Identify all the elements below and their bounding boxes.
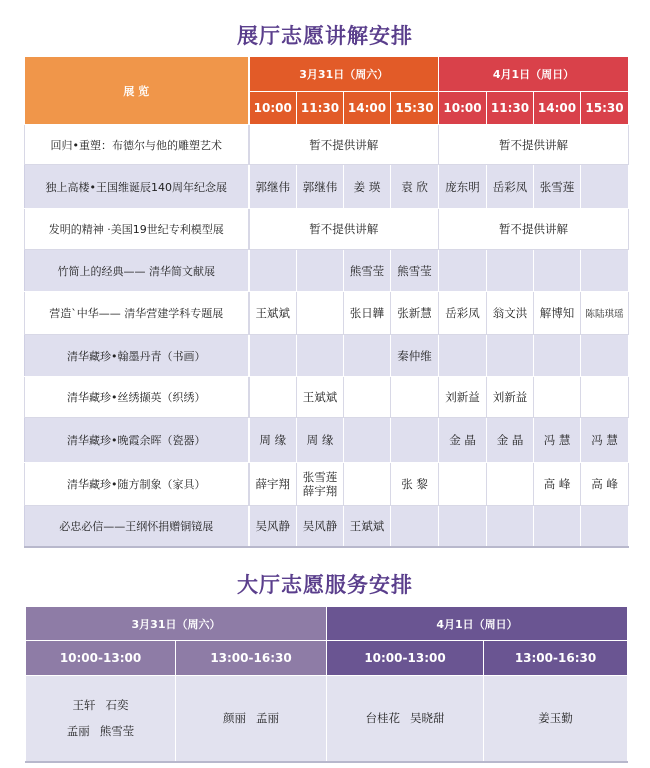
exhibit-name: 清华藏珍•晚霞余晖（瓷器） <box>25 418 249 463</box>
guide-cell: 冯 慧 <box>581 418 629 463</box>
guide-cell <box>344 418 391 463</box>
time-header: 14:00 <box>534 92 581 125</box>
guide-cell: 吴风静 <box>249 506 297 547</box>
guide-cell: 刘新益 <box>487 377 534 418</box>
exhibit-name: 清华藏珍•随方制象（家具） <box>25 463 249 506</box>
guide-cell <box>249 250 297 292</box>
time-header: 13:00-16:30 <box>484 641 628 676</box>
volunteer-name: 台桂花 <box>365 711 400 726</box>
guide-cell: 张 黎 <box>391 463 439 506</box>
guide-cell <box>249 377 297 418</box>
guide-cell: 张新慧 <box>391 292 439 335</box>
volunteer-name: 吴晓甜 <box>410 711 445 726</box>
volunteer-name: 颜丽 <box>223 711 246 726</box>
volunteer-cell <box>484 676 628 762</box>
time-header: 11:30 <box>297 92 344 125</box>
time-header: 15:30 <box>391 92 439 125</box>
day2-header: 4月1日（周日） <box>439 57 629 92</box>
guide-cell: 袁 欣 <box>391 165 439 209</box>
day1-header: 3月31日（周六） <box>26 607 327 641</box>
table-row <box>25 125 629 165</box>
day2-header: 4月1日（周日） <box>327 607 628 641</box>
volunteer-cell <box>327 676 484 762</box>
guide-cell: 岳彩凤 <box>487 165 534 209</box>
no-tour-note: 暂不提供讲解 <box>439 209 629 250</box>
time-header: 15:30 <box>581 92 629 125</box>
guide-cell: 冯 慧 <box>534 418 581 463</box>
guide-cell: 熊雪莹 <box>344 250 391 292</box>
time-header: 10:00-13:00 <box>26 641 176 676</box>
time-header: 10:00-13:00 <box>327 641 484 676</box>
table-row <box>25 506 629 547</box>
guide-cell: 熊雪莹 <box>391 250 439 292</box>
day1-header: 3月31日（周六） <box>249 57 439 92</box>
table-row <box>25 292 629 335</box>
exhibit-name: 营造`中华—— 清华营建学科专题展 <box>25 292 249 335</box>
hall-schedule-table <box>25 606 628 763</box>
guide-cell: 张雪莲 <box>534 165 581 209</box>
guide-cell: 金 晶 <box>439 418 487 463</box>
guide-cell: 高 峰 <box>534 463 581 506</box>
volunteer-name: 孟丽 <box>66 724 90 739</box>
time-header: 10:00 <box>439 92 487 125</box>
volunteer-name: 王轩 <box>72 698 96 713</box>
exhibit-name: 独上高楼•王国维诞辰140周年纪念展 <box>25 165 249 209</box>
guide-cell: 吴风静 <box>297 506 344 547</box>
exhibit-name: 必忠必信——王纲怀捐赠铜镜展 <box>25 506 249 547</box>
table-row <box>25 250 629 292</box>
table-row <box>25 335 629 377</box>
guide-cell <box>344 377 391 418</box>
guide-cell <box>439 506 487 547</box>
guide-cell: 郭继伟 <box>249 165 297 209</box>
exhibit-name: 竹简上的经典—— 清华简文献展 <box>25 250 249 292</box>
guide-cell <box>391 418 439 463</box>
guide-cell <box>534 506 581 547</box>
guide-cell: 郭继伟 <box>297 165 344 209</box>
exhibit-name: 清华藏珍•翰墨丹青（书画） <box>25 335 249 377</box>
guide-cell <box>581 377 629 418</box>
volunteer-name: 姜玉勤 <box>538 711 573 726</box>
guide-cell <box>297 335 344 377</box>
guide-cell <box>391 377 439 418</box>
time-header: 13:00-16:30 <box>176 641 327 676</box>
guide-cell: 解博知 <box>534 292 581 335</box>
guide-cell: 庞东明 <box>439 165 487 209</box>
guide-cell <box>581 165 629 209</box>
guide-cell: 秦仲维 <box>391 335 439 377</box>
table-row <box>25 209 629 250</box>
volunteer-name: 孟丽 <box>256 711 279 726</box>
guide-cell: 王斌斌 <box>249 292 297 335</box>
volunteer-cell <box>26 676 176 762</box>
guide-cell: 王斌斌 <box>297 377 344 418</box>
guide-cell: 刘新益 <box>439 377 487 418</box>
exhibit-name: 发明的精神 ·美国19世纪专利模型展 <box>25 209 249 250</box>
table-row <box>25 418 629 463</box>
guide-cell: 翁文洪 <box>487 292 534 335</box>
table-row <box>25 463 629 506</box>
guide-cell <box>344 463 391 506</box>
guide-cell <box>439 250 487 292</box>
time-header: 14:00 <box>344 92 391 125</box>
guide-cell <box>249 335 297 377</box>
guide-cell: 陈陆琪瑶 <box>581 292 629 335</box>
volunteer-name: 熊雪莹 <box>99 724 135 739</box>
guide-cell: 金 晶 <box>487 418 534 463</box>
no-tour-note: 暂不提供讲解 <box>439 125 629 165</box>
guide-cell <box>297 250 344 292</box>
volunteer-cell <box>176 676 327 762</box>
time-header: 11:30 <box>487 92 534 125</box>
guide-cell <box>487 463 534 506</box>
guide-cell: 王斌斌 <box>344 506 391 547</box>
guide-cell: 岳彩凤 <box>439 292 487 335</box>
tour-schedule-title: 展厅志愿讲解安排 <box>237 24 413 48</box>
tour-schedule-table <box>24 56 629 548</box>
exhibit-name: 回归•重塑：布德尔与他的雕塑艺术 <box>25 125 249 165</box>
guide-cell: 周 缘 <box>297 418 344 463</box>
guide-cell <box>581 335 629 377</box>
guide-cell: 高 峰 <box>581 463 629 506</box>
guide-cell <box>487 506 534 547</box>
guide-cell <box>534 377 581 418</box>
guide-cell: 薛宇翔 <box>249 463 297 506</box>
guide-cell <box>534 250 581 292</box>
no-tour-note: 暂不提供讲解 <box>249 209 439 250</box>
guide-cell <box>297 292 344 335</box>
guide-cell <box>487 335 534 377</box>
guide-cell <box>487 250 534 292</box>
guide-cell: 张雪莲 薛宇翔 <box>297 463 344 506</box>
guide-cell <box>391 506 439 547</box>
time-header: 10:00 <box>249 92 297 125</box>
guide-cell <box>439 335 487 377</box>
table-row <box>25 165 629 209</box>
guide-cell <box>344 335 391 377</box>
guide-cell: 姜 瑛 <box>344 165 391 209</box>
guide-cell <box>439 463 487 506</box>
table-row <box>25 377 629 418</box>
guide-cell: 周 缘 <box>249 418 297 463</box>
volunteer-name: 石奕 <box>105 698 129 713</box>
guide-cell <box>581 250 629 292</box>
exhibit-name: 清华藏珍•丝绣撷英（织绣） <box>25 377 249 418</box>
hall-schedule-title: 大厅志愿服务安排 <box>237 573 413 597</box>
exhibit-column-header: 展 览 <box>25 57 249 125</box>
no-tour-note: 暂不提供讲解 <box>249 125 439 165</box>
guide-cell <box>534 335 581 377</box>
guide-cell <box>581 506 629 547</box>
guide-cell: 张日韡 <box>344 292 391 335</box>
